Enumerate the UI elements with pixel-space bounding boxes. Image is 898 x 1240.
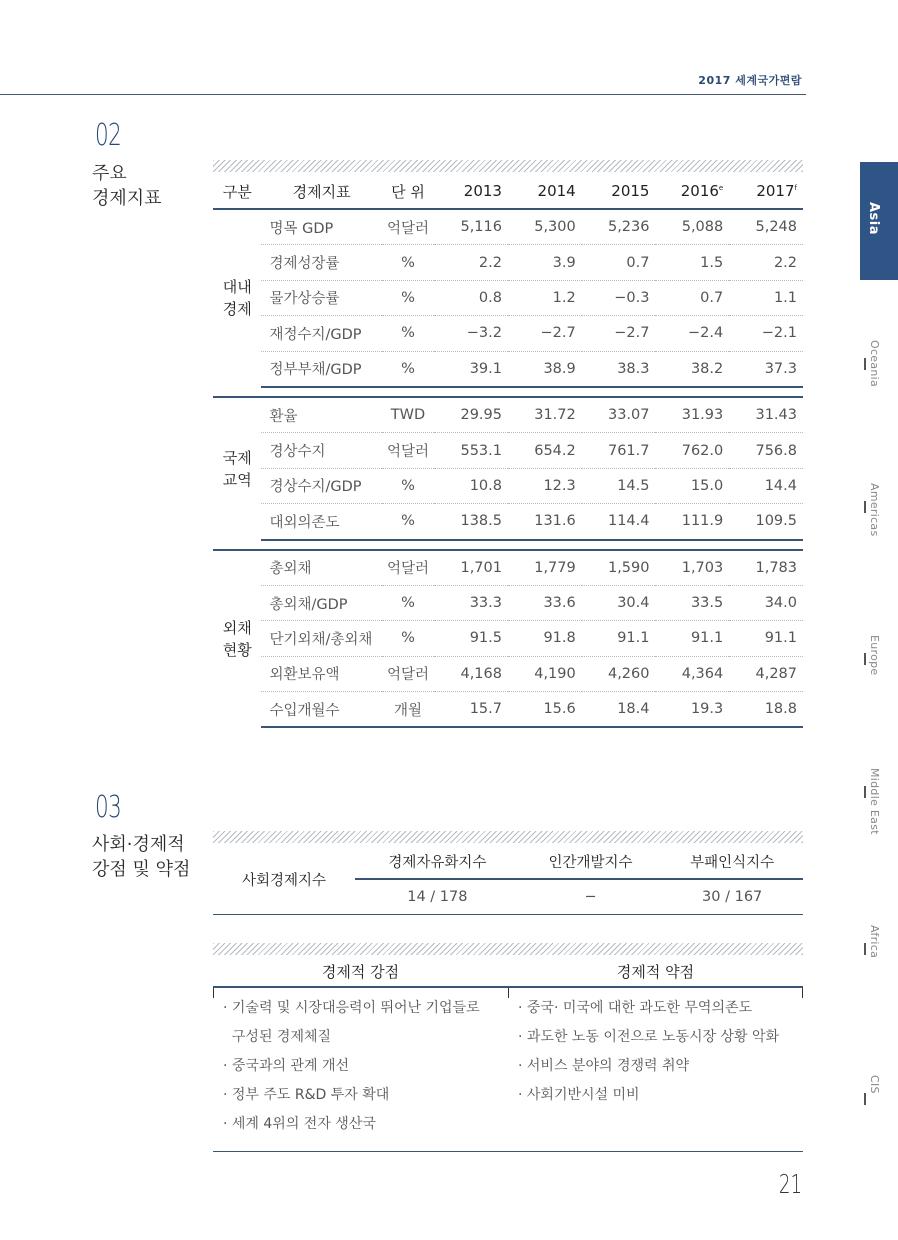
list-item bbox=[213, 1023, 508, 1052]
indicator-cell: 수입개월수 bbox=[261, 692, 381, 728]
group-label bbox=[213, 550, 261, 728]
value-cell: 30.4 bbox=[582, 585, 656, 620]
col-header-2017 bbox=[729, 174, 803, 209]
table-row bbox=[213, 585, 803, 620]
value-cell: 1,701 bbox=[434, 550, 508, 586]
side-nav-item[interactable]: Oceania bbox=[868, 340, 881, 388]
col-header-2013: 2013 bbox=[434, 174, 508, 209]
value-cell: 33.3 bbox=[434, 585, 508, 620]
gap-cell bbox=[213, 540, 803, 550]
indicator-cell: 총외채/GDP bbox=[261, 585, 381, 620]
value-cell: 37.3 bbox=[729, 351, 803, 387]
unit-cell: 억달러 bbox=[382, 433, 435, 468]
indicator-cell: 명목 GDP bbox=[261, 209, 381, 245]
running-header-title: 2017 세계국가편람 bbox=[698, 74, 802, 87]
value-cell: 38.3 bbox=[582, 351, 656, 387]
unit-cell: % bbox=[382, 245, 435, 280]
side-nav-item[interactable]: Middle East bbox=[868, 768, 881, 835]
value-cell: 5,116 bbox=[434, 209, 508, 245]
table-cell: 30 / 167 bbox=[661, 879, 803, 915]
row-header: 사회경제지수 bbox=[213, 844, 355, 915]
gap-cell bbox=[213, 387, 803, 397]
unit-cell: 억달러 bbox=[382, 656, 435, 691]
side-nav-marker bbox=[864, 1093, 866, 1105]
hatch-band bbox=[213, 943, 803, 955]
table-body bbox=[213, 209, 803, 727]
side-tab-label: Asia bbox=[866, 202, 881, 236]
value-cell: 38.9 bbox=[508, 351, 582, 387]
side-nav-item[interactable]: Africa bbox=[868, 925, 881, 959]
value-cell: 5,236 bbox=[582, 209, 656, 245]
value-cell: 654.2 bbox=[508, 433, 582, 468]
tick-mark bbox=[508, 988, 509, 998]
value-cell: 4,364 bbox=[655, 656, 729, 691]
value-cell: −2.7 bbox=[508, 316, 582, 351]
table-row bbox=[213, 550, 803, 586]
table-row bbox=[213, 504, 803, 540]
hatch-band bbox=[213, 831, 803, 843]
value-cell: 18.8 bbox=[729, 692, 803, 728]
list-item bbox=[213, 994, 508, 1023]
value-cell: 553.1 bbox=[434, 433, 508, 468]
unit-cell: % bbox=[382, 468, 435, 503]
value-cell: 31.43 bbox=[729, 397, 803, 433]
indicator-cell: 경상수지/GDP bbox=[261, 468, 381, 503]
value-cell: 2.2 bbox=[434, 245, 508, 280]
list-item bbox=[213, 1052, 508, 1081]
value-cell: 1,590 bbox=[582, 550, 656, 586]
table-row bbox=[213, 433, 803, 468]
value-cell: 15.7 bbox=[434, 692, 508, 728]
value-cell: 1.1 bbox=[729, 280, 803, 315]
value-cell: 29.95 bbox=[434, 397, 508, 433]
weakness-list bbox=[508, 994, 803, 1139]
value-cell: 0.8 bbox=[434, 280, 508, 315]
indicator-cell: 재정수지/GDP bbox=[261, 316, 381, 351]
strength-weakness-table bbox=[213, 956, 803, 1152]
list-item-text: · 사회기반시설 미비 bbox=[518, 1087, 640, 1103]
table-row bbox=[213, 468, 803, 503]
table-row bbox=[213, 316, 803, 351]
side-nav-marker bbox=[864, 358, 866, 370]
table-cell: 14 / 178 bbox=[355, 879, 520, 915]
unit-cell: % bbox=[382, 316, 435, 351]
table-row bbox=[213, 844, 803, 879]
value-cell: 114.4 bbox=[582, 504, 656, 540]
table-row bbox=[213, 351, 803, 387]
group-label-line: 교역 bbox=[222, 470, 252, 489]
group-gap bbox=[213, 387, 803, 397]
estimate-mark: e bbox=[718, 184, 724, 192]
unit-cell: TWD bbox=[382, 397, 435, 433]
group-label-line: 대내 bbox=[222, 278, 252, 297]
header-rule bbox=[0, 94, 806, 95]
sw-body bbox=[213, 988, 803, 1152]
col-header-category: 구분 bbox=[213, 174, 261, 209]
value-cell: 138.5 bbox=[434, 504, 508, 540]
table-row bbox=[213, 397, 803, 433]
col-header: 부패인식지수 bbox=[661, 844, 803, 879]
table-row bbox=[213, 245, 803, 280]
list-item bbox=[508, 1023, 803, 1052]
value-cell: 1,779 bbox=[508, 550, 582, 586]
value-cell: 15.0 bbox=[655, 468, 729, 503]
section-number: 02 bbox=[95, 118, 122, 153]
col-header-2016 bbox=[655, 174, 729, 209]
value-cell: 39.1 bbox=[434, 351, 508, 387]
value-cell: 111.9 bbox=[655, 504, 729, 540]
unit-cell: % bbox=[382, 585, 435, 620]
indicator-cell: 정부부채/GDP bbox=[261, 351, 381, 387]
value-cell: −2.4 bbox=[655, 316, 729, 351]
list-item bbox=[213, 1081, 508, 1110]
hatch-band bbox=[213, 160, 803, 172]
section-title bbox=[92, 832, 190, 882]
table-row bbox=[213, 656, 803, 691]
group-label bbox=[213, 397, 261, 540]
table-row bbox=[213, 280, 803, 315]
side-nav-item[interactable]: Americas bbox=[868, 483, 881, 537]
list-item-text: · 서비스 분야의 경쟁력 취약 bbox=[518, 1058, 690, 1074]
value-cell: 131.6 bbox=[508, 504, 582, 540]
value-cell: 91.5 bbox=[434, 621, 508, 656]
list-item-text: 구성된 경제체질 bbox=[223, 1029, 332, 1045]
table-row bbox=[213, 209, 803, 245]
value-cell: 91.8 bbox=[508, 621, 582, 656]
col-header: 인간개발지수 bbox=[520, 844, 662, 879]
table-row bbox=[213, 621, 803, 656]
table-row bbox=[213, 692, 803, 728]
side-nav-marker bbox=[864, 943, 866, 955]
weakness-title: 경제적 약점 bbox=[616, 962, 695, 981]
forecast-mark: f bbox=[794, 184, 797, 192]
value-cell: 38.2 bbox=[655, 351, 729, 387]
value-cell: 31.93 bbox=[655, 397, 729, 433]
section-title-line: 주요 bbox=[92, 163, 127, 184]
list-item-text: · 중국· 미국에 대한 과도한 무역의존도 bbox=[518, 1000, 753, 1016]
value-cell: 762.0 bbox=[655, 433, 729, 468]
unit-cell: % bbox=[382, 351, 435, 387]
side-nav-item[interactable]: Europe bbox=[868, 635, 881, 676]
group-label bbox=[213, 209, 261, 387]
year-label: 2017 bbox=[756, 182, 795, 200]
indicator-cell: 물가상승률 bbox=[261, 280, 381, 315]
section-number: 03 bbox=[95, 790, 122, 825]
strength-list bbox=[213, 994, 508, 1139]
col-header: 경제자유화지수 bbox=[355, 844, 520, 879]
section-title-line: 강점 및 약점 bbox=[92, 859, 191, 880]
group-label-line: 현황 bbox=[222, 640, 252, 659]
group-label-line: 경제 bbox=[222, 300, 252, 319]
side-tab-asia[interactable] bbox=[860, 162, 898, 280]
value-cell: 14.4 bbox=[729, 468, 803, 503]
value-cell: 33.5 bbox=[655, 585, 729, 620]
value-cell: −2.7 bbox=[582, 316, 656, 351]
tick-mark bbox=[802, 988, 803, 998]
value-cell: 91.1 bbox=[582, 621, 656, 656]
list-item bbox=[213, 1110, 508, 1139]
value-cell: −3.2 bbox=[434, 316, 508, 351]
indicator-cell: 경상수지 bbox=[261, 433, 381, 468]
value-cell: 109.5 bbox=[729, 504, 803, 540]
section-title-line: 사회·경제적 bbox=[92, 834, 185, 855]
list-item-text: · 정부 주도 R&D 투자 확대 bbox=[223, 1087, 390, 1103]
indicator-cell: 대외의존도 bbox=[261, 504, 381, 540]
indicator-cell: 외환보유액 bbox=[261, 656, 381, 691]
strength-title: 경제적 강점 bbox=[321, 962, 400, 981]
col-header-unit: 단 위 bbox=[382, 174, 435, 209]
indicator-cell: 환율 bbox=[261, 397, 381, 433]
list-item-text: · 중국과의 관계 개선 bbox=[223, 1058, 349, 1074]
value-cell: 4,168 bbox=[434, 656, 508, 691]
value-cell: 1,783 bbox=[729, 550, 803, 586]
side-nav-marker bbox=[864, 786, 866, 798]
unit-cell: % bbox=[382, 280, 435, 315]
list-item-text: · 기술력 및 시장대응력이 뛰어난 기업들로 bbox=[223, 1000, 480, 1016]
value-cell: 1.2 bbox=[508, 280, 582, 315]
list-item bbox=[508, 994, 803, 1023]
side-nav-marker bbox=[864, 501, 866, 513]
value-cell: 1,703 bbox=[655, 550, 729, 586]
group-label-line: 국제 bbox=[222, 448, 252, 467]
value-cell: 4,287 bbox=[729, 656, 803, 691]
value-cell: 756.8 bbox=[729, 433, 803, 468]
unit-cell: % bbox=[382, 504, 435, 540]
value-cell: 33.07 bbox=[582, 397, 656, 433]
col-header-2014: 2014 bbox=[508, 174, 582, 209]
list-item bbox=[508, 1081, 803, 1110]
indicator-cell: 총외채 bbox=[261, 550, 381, 586]
unit-cell: 억달러 bbox=[382, 550, 435, 586]
value-cell: 10.8 bbox=[434, 468, 508, 503]
tick-mark bbox=[213, 988, 214, 998]
unit-cell: 개월 bbox=[382, 692, 435, 728]
value-cell: 4,190 bbox=[508, 656, 582, 691]
value-cell: 5,300 bbox=[508, 209, 582, 245]
table-cell: − bbox=[520, 879, 662, 915]
sw-header bbox=[213, 956, 803, 988]
indicator-cell: 경제성장률 bbox=[261, 245, 381, 280]
unit-cell: 억달러 bbox=[382, 209, 435, 245]
indicator-cell: 단기외채/총외채 bbox=[261, 621, 381, 656]
value-cell: 18.4 bbox=[582, 692, 656, 728]
value-cell: 19.3 bbox=[655, 692, 729, 728]
col-header-indicator: 경제지표 bbox=[261, 174, 381, 209]
value-cell: 761.7 bbox=[582, 433, 656, 468]
value-cell: −0.3 bbox=[582, 280, 656, 315]
side-nav-item[interactable]: CIS bbox=[868, 1075, 881, 1094]
value-cell: 1.5 bbox=[655, 245, 729, 280]
unit-cell: % bbox=[382, 621, 435, 656]
value-cell: 15.6 bbox=[508, 692, 582, 728]
value-cell: 12.3 bbox=[508, 468, 582, 503]
group-gap bbox=[213, 540, 803, 550]
value-cell: 91.1 bbox=[729, 621, 803, 656]
section-title-line: 경제지표 bbox=[92, 188, 162, 209]
list-item-text: · 과도한 노동 이전으로 노동시장 상황 악화 bbox=[518, 1029, 780, 1045]
value-cell: 0.7 bbox=[655, 280, 729, 315]
value-cell: 5,248 bbox=[729, 209, 803, 245]
value-cell: 34.0 bbox=[729, 585, 803, 620]
value-cell: 5,088 bbox=[655, 209, 729, 245]
section-title bbox=[92, 161, 162, 211]
value-cell: 0.7 bbox=[582, 245, 656, 280]
value-cell: 3.9 bbox=[508, 245, 582, 280]
value-cell: 2.2 bbox=[729, 245, 803, 280]
value-cell: 91.1 bbox=[655, 621, 729, 656]
list-item bbox=[508, 1052, 803, 1081]
value-cell: 31.72 bbox=[508, 397, 582, 433]
value-cell: 33.6 bbox=[508, 585, 582, 620]
group-label-line: 외채 bbox=[222, 618, 252, 637]
value-cell: 4,260 bbox=[582, 656, 656, 691]
page-number: 21 bbox=[778, 1170, 802, 1200]
year-label: 2016 bbox=[680, 182, 719, 200]
value-cell: −2.1 bbox=[729, 316, 803, 351]
col-header-2015: 2015 bbox=[582, 174, 656, 209]
economic-indicators-table bbox=[213, 174, 803, 728]
socioeconomic-index-table bbox=[213, 844, 803, 915]
list-item-text: · 세계 4위의 전자 생산국 bbox=[223, 1116, 376, 1132]
table-header-row bbox=[213, 174, 803, 209]
side-nav-marker bbox=[864, 653, 866, 665]
value-cell: 14.5 bbox=[582, 468, 656, 503]
